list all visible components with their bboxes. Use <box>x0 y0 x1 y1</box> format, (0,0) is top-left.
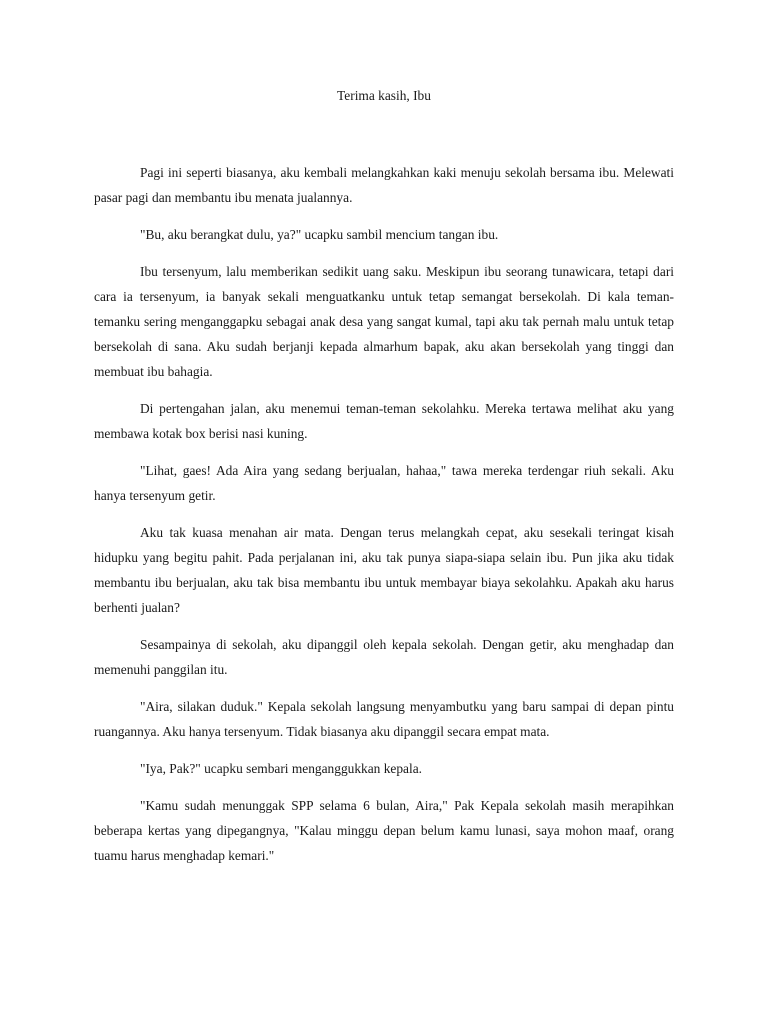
paragraph: "Bu, aku berangkat dulu, ya?" ucapku sambil mencium tangan ibu. <box>140 227 499 242</box>
document-body <box>94 160 674 880</box>
paragraph: Ibu tersenyum, lalu memberikan sedikit uang saku. Meskipun ibu seorang tunawicara, tetapi dari cara ia tersenyum, ia banyak sekali menguatkanku untuk tetap semangat bersekolah. Di kala teman-temanku sering menganggapku sebagai anak desa yang sangat kumal, tapi aku tak pernah malu untuk tetap bersekolah di sana. Aku sudah berjanji kepada almarhum bapak, aku akan bersekolah yang tinggi dan membuat ibu bahagia. <box>94 264 674 379</box>
paragraph: Sesampainya di sekolah, aku dipanggil oleh kepala sekolah. Dengan getir, aku menghadap dan memenuhi panggilan itu. <box>94 637 674 677</box>
paragraph: "Kamu sudah menunggak SPP selama 6 bulan, Aira," Pak Kepala sekolah masih merapihkan beberapa kertas yang dipegangnya, "Kalau minggu depan belum kamu lunasi, saya mohon maaf, orang tuamu harus menghadap kemari." <box>94 798 674 863</box>
paragraph: "Iya, Pak?" ucapku sembari menganggukkan kepala. <box>140 761 422 776</box>
paragraph: Di pertengahan jalan, aku menemui teman-teman sekolahku. Mereka tertawa melihat aku yang membawa kotak box berisi nasi kuning. <box>94 401 674 441</box>
document-title: Terima kasih, Ibu <box>337 88 431 103</box>
paragraph: Aku tak kuasa menahan air mata. Dengan terus melangkah cepat, aku sesekali teringat kisah hidupku yang begitu pahit. Pada perjalanan ini, aku tak punya siapa-siapa selain ibu. Pun jika aku tidak membantu ibu berjualan, aku tak bisa membantu ibu untuk membayar biaya sekolahku. Apakah aku harus berhenti jualan? <box>94 525 674 615</box>
paragraph: "Aira, silakan duduk." Kepala sekolah langsung menyambutku yang baru sampai di depan pintu ruangannya. Aku hanya tersenyum. Tidak biasanya aku dipanggil secara empat mata. <box>94 699 674 739</box>
paragraph: Pagi ini seperti biasanya, aku kembali melangkahkan kaki menuju sekolah bersama ibu. Melewati pasar pagi dan membantu ibu menata jualannya. <box>94 165 674 205</box>
paragraph: "Lihat, gaes! Ada Aira yang sedang berjualan, hahaa," tawa mereka terdengar riuh sekali. Aku hanya tersenyum getir. <box>94 463 674 503</box>
